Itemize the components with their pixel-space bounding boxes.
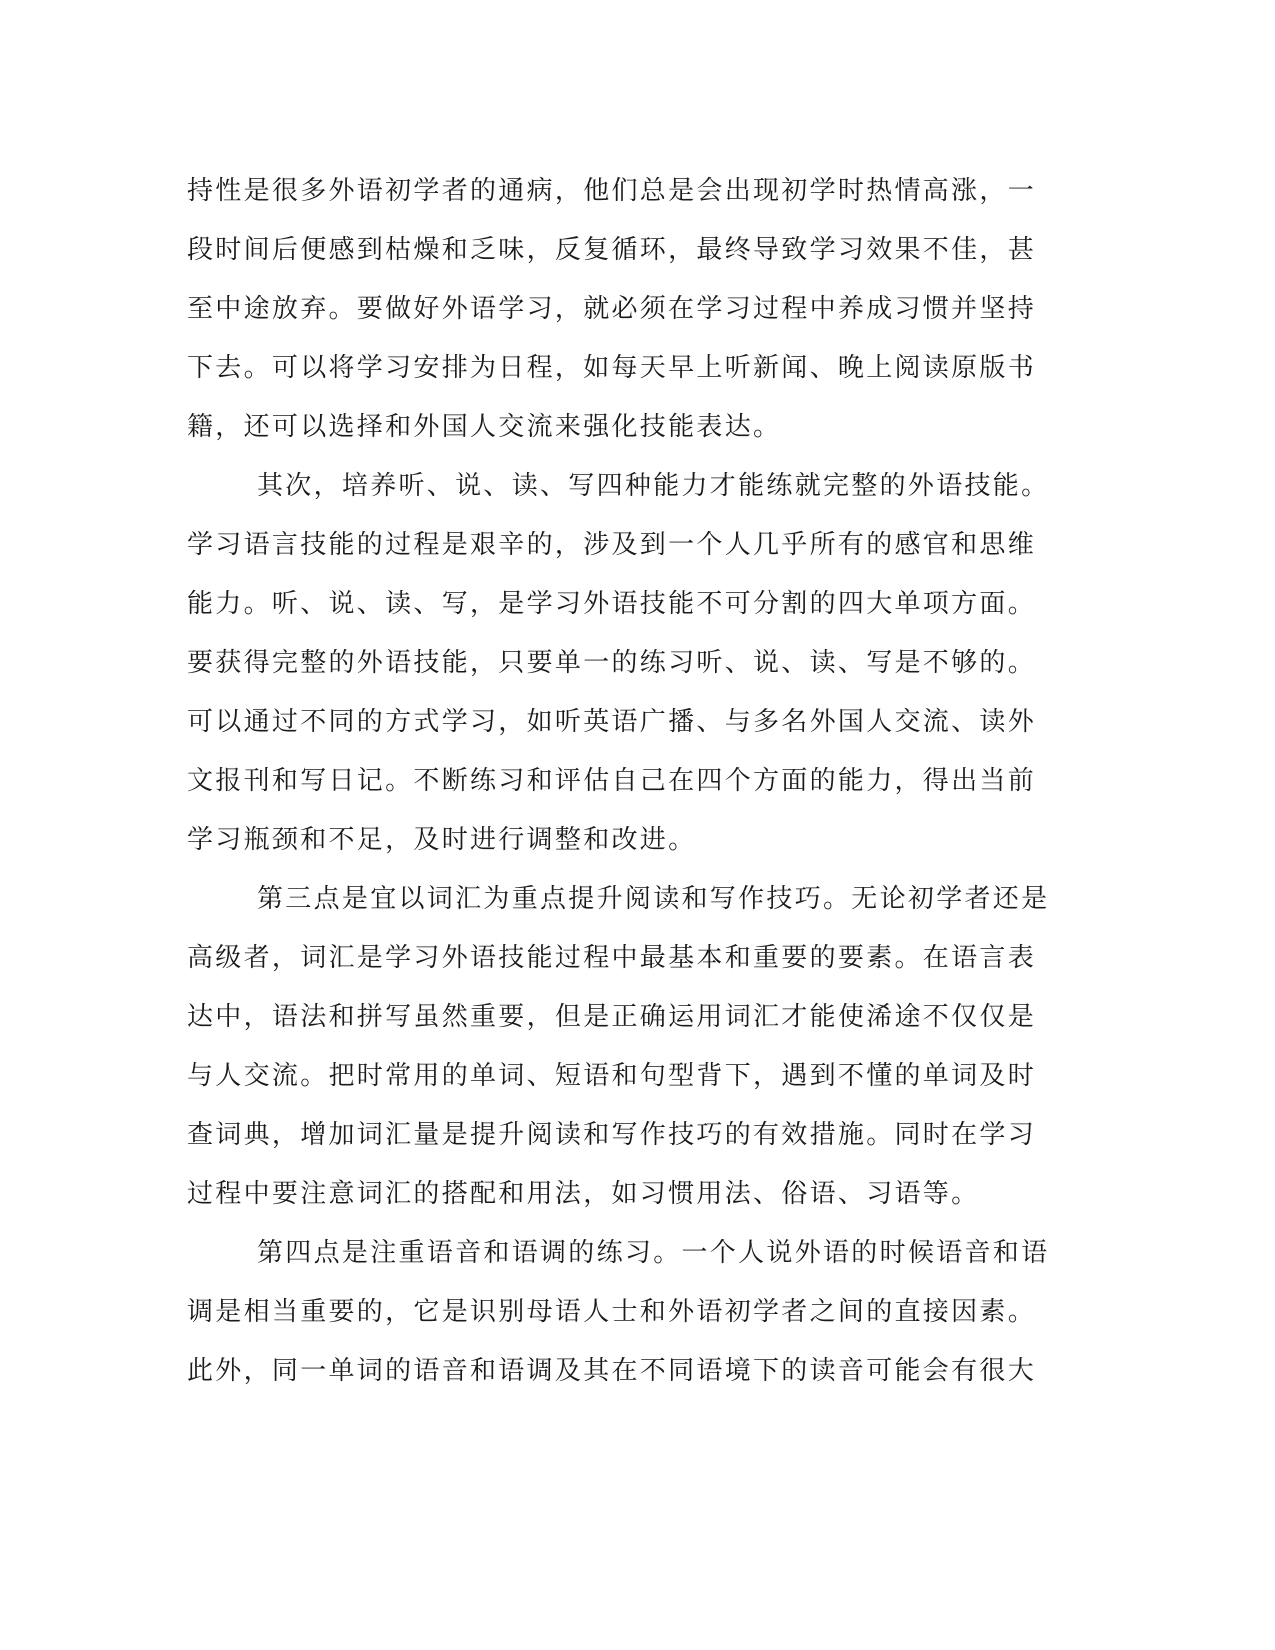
text-line: 此外，同一单词的语音和语调及其在不同语境下的读音可能会有很大 <box>187 1356 1037 1386</box>
body-text <box>187 162 1067 1401</box>
text-line: 与人交流。把时常用的单词、短语和句型背下，遇到不懂的单词及时 <box>187 1061 1037 1091</box>
text-line: 下去。可以将学习安排为日程，如每天早上听新闻、晚上阅读原版书 <box>187 353 1037 383</box>
text-line: 过程中要注意词汇的搭配和用法，如习惯用法、俗语、习语等。 <box>187 1179 980 1209</box>
text-line: 可以通过不同的方式学习，如听英语广播、与多名外国人交流、读外 <box>187 707 1037 737</box>
text-line: 文报刊和写日记。不断练习和评估自己在四个方面的能力，得出当前 <box>187 766 1037 796</box>
text-line: 持性是很多外语初学者的通病，他们总是会出现初学时热情高涨，一 <box>187 176 1037 206</box>
text-line: 高级者，词汇是学习外语技能过程中最基本和重要的要素。在语言表 <box>187 943 1037 973</box>
text-line: 要获得完整的外语技能，只要单一的练习听、说、读、写是不够的。 <box>187 648 1037 678</box>
text-line: 至中途放弃。要做好外语学习，就必须在学习过程中养成习惯并坚持 <box>187 294 1037 324</box>
paragraph-first-line: 其次，培养听、说、读、写四种能力才能练就完整的外语技能。 <box>257 471 1050 501</box>
text-line: 达中，语法和拼写虽然重要，但是正确运用词汇才能使浠途不仅仅是 <box>187 1002 1037 1032</box>
text-line: 能力。听、说、读、写，是学习外语技能不可分割的四大单项方面。 <box>187 589 1037 619</box>
text-line: 学习瓶颈和不足，及时进行调整和改进。 <box>187 825 697 855</box>
text-line: 查词典，增加词汇量是提升阅读和写作技巧的有效措施。同时在学习 <box>187 1120 1037 1150</box>
text-line: 段时间后便感到枯燥和乏味，反复循环，最终导致学习效果不佳，甚 <box>187 235 1037 265</box>
paragraph-first-line: 第四点是注重语音和语调的练习。一个人说外语的时候语音和语 <box>257 1238 1050 1268</box>
text-line: 调是相当重要的，它是识别母语人士和外语初学者之间的直接因素。 <box>187 1297 1037 1327</box>
paragraph-first-line: 第三点是宜以词汇为重点提升阅读和写作技巧。无论初学者还是 <box>257 884 1050 914</box>
text-line: 籍，还可以选择和外国人交流来强化技能表达。 <box>187 412 782 442</box>
text-line: 学习语言技能的过程是艰辛的，涉及到一个人几乎所有的感官和思维 <box>187 530 1037 560</box>
